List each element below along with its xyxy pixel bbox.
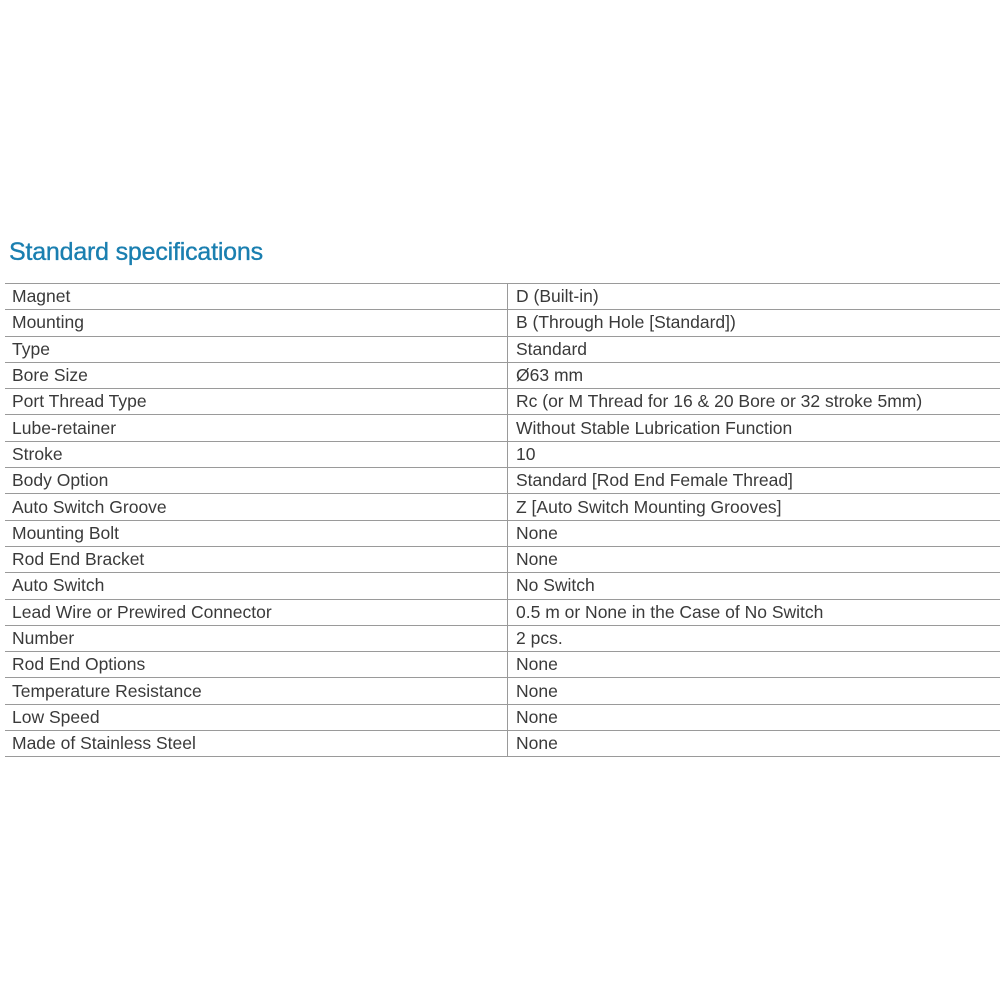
table-row — [5, 599, 1000, 625]
spec-label: Rod End Options — [5, 652, 508, 678]
page-title: Standard specifications — [9, 238, 263, 266]
spec-value: None — [508, 546, 1000, 572]
spec-label: Port Thread Type — [5, 389, 508, 415]
spec-value: Z [Auto Switch Mounting Grooves] — [508, 494, 1000, 520]
table-row — [5, 441, 1000, 467]
table-row — [5, 625, 1000, 651]
table-row — [5, 468, 1000, 494]
spec-value: Standard — [508, 336, 1000, 362]
spec-value: None — [508, 652, 1000, 678]
spec-label: Rod End Bracket — [5, 546, 508, 572]
spec-table — [5, 283, 1000, 757]
spec-label: Stroke — [5, 441, 508, 467]
table-row — [5, 704, 1000, 730]
table-row — [5, 546, 1000, 572]
spec-label: Auto Switch Groove — [5, 494, 508, 520]
spec-value: None — [508, 731, 1000, 757]
table-row — [5, 389, 1000, 415]
spec-value: None — [508, 678, 1000, 704]
spec-label: Temperature Resistance — [5, 678, 508, 704]
table-row — [5, 573, 1000, 599]
spec-label: Lube-retainer — [5, 415, 508, 441]
table-row — [5, 415, 1000, 441]
spec-label: Mounting — [5, 310, 508, 336]
spec-label: Number — [5, 625, 508, 651]
spec-label: Lead Wire or Prewired Connector — [5, 599, 508, 625]
spec-value: B (Through Hole [Standard]) — [508, 310, 1000, 336]
spec-label: Bore Size — [5, 362, 508, 388]
spec-value: Ø63 mm — [508, 362, 1000, 388]
table-row — [5, 652, 1000, 678]
spec-value: Rc (or M Thread for 16 & 20 Bore or 32 stroke 5mm) — [508, 389, 1000, 415]
spec-label: Low Speed — [5, 704, 508, 730]
spec-value: Standard [Rod End Female Thread] — [508, 468, 1000, 494]
table-row — [5, 678, 1000, 704]
spec-value: D (Built-in) — [508, 284, 1000, 310]
spec-value: 10 — [508, 441, 1000, 467]
spec-label: Body Option — [5, 468, 508, 494]
spec-label: Magnet — [5, 284, 508, 310]
spec-value: None — [508, 520, 1000, 546]
table-row — [5, 284, 1000, 310]
spec-value: 0.5 m or None in the Case of No Switch — [508, 599, 1000, 625]
spec-value: No Switch — [508, 573, 1000, 599]
table-row — [5, 520, 1000, 546]
spec-label: Auto Switch — [5, 573, 508, 599]
table-row — [5, 362, 1000, 388]
spec-value: 2 pcs. — [508, 625, 1000, 651]
spec-label: Made of Stainless Steel — [5, 731, 508, 757]
spec-table-body — [5, 284, 1000, 757]
table-row — [5, 494, 1000, 520]
spec-value: None — [508, 704, 1000, 730]
spec-value: Without Stable Lubrication Function — [508, 415, 1000, 441]
table-row — [5, 731, 1000, 757]
table-row — [5, 336, 1000, 362]
table-row — [5, 310, 1000, 336]
spec-label: Mounting Bolt — [5, 520, 508, 546]
spec-label: Type — [5, 336, 508, 362]
